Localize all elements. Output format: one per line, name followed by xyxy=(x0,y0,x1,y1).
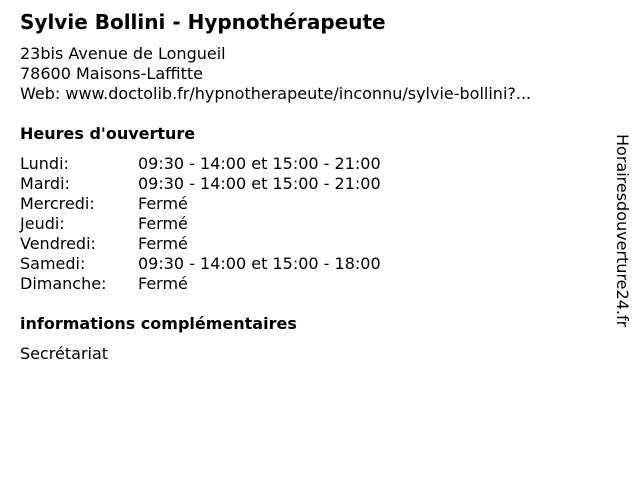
day-hours: 09:30 - 14:00 et 15:00 - 21:00 xyxy=(138,174,381,193)
address-city: 78600 Maisons-Laffitte xyxy=(20,64,203,83)
hours-heading: Heures d'ouverture xyxy=(20,124,196,143)
address-block xyxy=(20,44,531,104)
address-street: 23bis Avenue de Longueil xyxy=(20,44,226,63)
day-hours: 09:30 - 14:00 et 15:00 - 21:00 xyxy=(138,154,381,173)
day-label: Dimanche: xyxy=(20,274,107,293)
day-hours: Fermé xyxy=(138,214,188,233)
day-label: Jeudi: xyxy=(20,214,65,233)
day-hours: Fermé xyxy=(138,274,188,293)
brand-watermark: Horairesdouverture24.fr xyxy=(613,134,632,328)
address-web: Web: www.doctolib.fr/hypnotherapeute/inconnu/sylvie-bollini?... xyxy=(20,84,532,103)
page-title: Sylvie Bollini - Hypnothérapeute xyxy=(20,10,386,34)
info-heading: informations complémentaires xyxy=(20,314,297,333)
info-text: Secrétariat xyxy=(20,344,109,363)
day-label: Vendredi: xyxy=(20,234,96,253)
day-hours: Fermé xyxy=(138,234,188,253)
day-label: Samedi: xyxy=(20,254,86,273)
day-label: Mardi: xyxy=(20,174,70,193)
day-label: Mercredi: xyxy=(20,194,95,213)
day-hours: Fermé xyxy=(138,194,188,213)
day-hours: 09:30 - 14:00 et 15:00 - 18:00 xyxy=(138,254,381,273)
day-label: Lundi: xyxy=(20,154,69,173)
